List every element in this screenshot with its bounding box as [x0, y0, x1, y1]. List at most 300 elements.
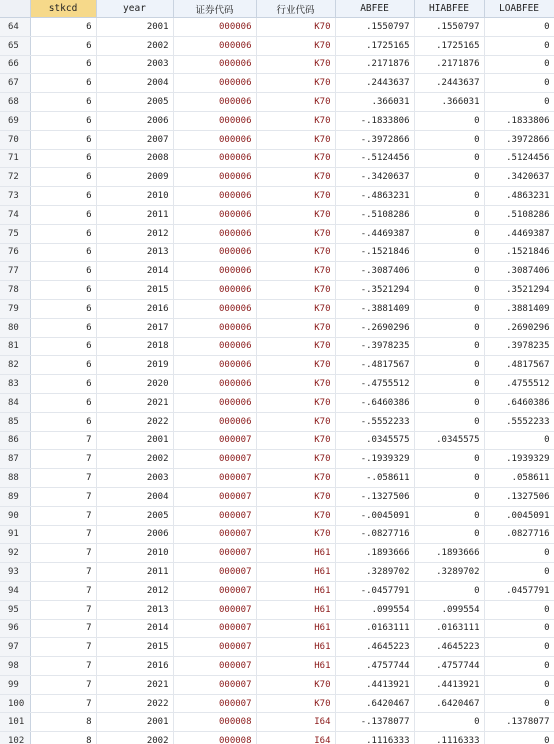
- table-row[interactable]: [0, 168, 554, 187]
- table-row[interactable]: [0, 487, 554, 506]
- cell-industry-code[interactable]: H61: [256, 581, 335, 600]
- cell-security-code[interactable]: 000007: [173, 619, 256, 638]
- table-row[interactable]: [0, 412, 554, 431]
- column-header-year[interactable]: year: [96, 0, 173, 18]
- row-number[interactable]: 80: [0, 318, 30, 337]
- row-number[interactable]: 87: [0, 450, 30, 469]
- cell-hiabfee[interactable]: 0: [414, 337, 484, 356]
- cell-industry-code[interactable]: K70: [256, 149, 335, 168]
- cell-abfee[interactable]: -.1939329: [335, 450, 414, 469]
- cell-year[interactable]: 2010: [96, 544, 173, 563]
- row-number[interactable]: 101: [0, 713, 30, 732]
- cell-security-code[interactable]: 000007: [173, 544, 256, 563]
- cell-security-code[interactable]: 000006: [173, 55, 256, 74]
- cell-stkcd[interactable]: 6: [30, 281, 96, 300]
- cell-industry-code[interactable]: I64: [256, 732, 335, 744]
- row-number[interactable]: 98: [0, 657, 30, 676]
- cell-abfee[interactable]: -.3420637: [335, 168, 414, 187]
- table-row[interactable]: [0, 93, 554, 112]
- cell-abfee[interactable]: .1550797: [335, 18, 414, 37]
- row-number[interactable]: 68: [0, 93, 30, 112]
- cell-industry-code[interactable]: K70: [256, 262, 335, 281]
- cell-stkcd[interactable]: 7: [30, 506, 96, 525]
- row-number[interactable]: 64: [0, 18, 30, 37]
- table-row[interactable]: [0, 74, 554, 93]
- cell-security-code[interactable]: 000006: [173, 187, 256, 206]
- table-row[interactable]: [0, 732, 554, 744]
- cell-loabfee[interactable]: .3978235: [484, 337, 554, 356]
- cell-stkcd[interactable]: 7: [30, 544, 96, 563]
- cell-year[interactable]: 2007: [96, 130, 173, 149]
- cell-loabfee[interactable]: .3420637: [484, 168, 554, 187]
- cell-abfee[interactable]: .4413921: [335, 675, 414, 694]
- row-number[interactable]: 88: [0, 469, 30, 488]
- cell-hiabfee[interactable]: 0: [414, 450, 484, 469]
- cell-industry-code[interactable]: K70: [256, 93, 335, 112]
- cell-year[interactable]: 2021: [96, 675, 173, 694]
- cell-abfee[interactable]: .1116333: [335, 732, 414, 744]
- cell-industry-code[interactable]: H61: [256, 619, 335, 638]
- cell-year[interactable]: 2011: [96, 563, 173, 582]
- cell-hiabfee[interactable]: 0: [414, 205, 484, 224]
- cell-security-code[interactable]: 000006: [173, 18, 256, 37]
- cell-security-code[interactable]: 000007: [173, 675, 256, 694]
- row-number[interactable]: 89: [0, 487, 30, 506]
- cell-year[interactable]: 2004: [96, 487, 173, 506]
- cell-hiabfee[interactable]: 0: [414, 412, 484, 431]
- cell-abfee[interactable]: .6420467: [335, 694, 414, 713]
- cell-security-code[interactable]: 000007: [173, 525, 256, 544]
- cell-hiabfee[interactable]: 0: [414, 224, 484, 243]
- cell-security-code[interactable]: 000007: [173, 657, 256, 676]
- cell-year[interactable]: 2003: [96, 469, 173, 488]
- cell-year[interactable]: 2005: [96, 506, 173, 525]
- cell-stkcd[interactable]: 6: [30, 168, 96, 187]
- cell-industry-code[interactable]: K70: [256, 18, 335, 37]
- table-row[interactable]: [0, 563, 554, 582]
- cell-stkcd[interactable]: 7: [30, 600, 96, 619]
- cell-stkcd[interactable]: 6: [30, 412, 96, 431]
- cell-abfee[interactable]: .0163111: [335, 619, 414, 638]
- cell-industry-code[interactable]: K70: [256, 356, 335, 375]
- row-number[interactable]: 94: [0, 581, 30, 600]
- table-row[interactable]: [0, 506, 554, 525]
- cell-hiabfee[interactable]: 0: [414, 487, 484, 506]
- table-row[interactable]: [0, 149, 554, 168]
- cell-hiabfee[interactable]: 0: [414, 187, 484, 206]
- cell-year[interactable]: 2014: [96, 262, 173, 281]
- row-number[interactable]: 81: [0, 337, 30, 356]
- cell-hiabfee[interactable]: 0: [414, 243, 484, 262]
- cell-stkcd[interactable]: 7: [30, 694, 96, 713]
- cell-loabfee[interactable]: 0: [484, 675, 554, 694]
- cell-industry-code[interactable]: H61: [256, 657, 335, 676]
- cell-year[interactable]: 2016: [96, 299, 173, 318]
- cell-year[interactable]: 2001: [96, 18, 173, 37]
- cell-abfee[interactable]: .3289702: [335, 563, 414, 582]
- cell-hiabfee[interactable]: .1116333: [414, 732, 484, 744]
- cell-industry-code[interactable]: K70: [256, 469, 335, 488]
- table-row[interactable]: [0, 243, 554, 262]
- cell-security-code[interactable]: 000006: [173, 375, 256, 394]
- cell-loabfee[interactable]: .4755512: [484, 375, 554, 394]
- cell-loabfee[interactable]: 0: [484, 36, 554, 55]
- cell-hiabfee[interactable]: .4757744: [414, 657, 484, 676]
- cell-year[interactable]: 2010: [96, 187, 173, 206]
- cell-loabfee[interactable]: .4863231: [484, 187, 554, 206]
- cell-abfee[interactable]: -.4863231: [335, 187, 414, 206]
- cell-year[interactable]: 2022: [96, 694, 173, 713]
- cell-industry-code[interactable]: K70: [256, 55, 335, 74]
- cell-year[interactable]: 2002: [96, 732, 173, 744]
- cell-year[interactable]: 2008: [96, 149, 173, 168]
- cell-loabfee[interactable]: .4817567: [484, 356, 554, 375]
- cell-stkcd[interactable]: 6: [30, 224, 96, 243]
- cell-loabfee[interactable]: .0827716: [484, 525, 554, 544]
- row-number[interactable]: 83: [0, 375, 30, 394]
- cell-abfee[interactable]: -.6460386: [335, 393, 414, 412]
- cell-industry-code[interactable]: K70: [256, 393, 335, 412]
- table-row[interactable]: [0, 525, 554, 544]
- table-row[interactable]: [0, 224, 554, 243]
- cell-industry-code[interactable]: K70: [256, 450, 335, 469]
- cell-loabfee[interactable]: .058611: [484, 469, 554, 488]
- row-number[interactable]: 91: [0, 525, 30, 544]
- cell-year[interactable]: 2014: [96, 619, 173, 638]
- cell-loabfee[interactable]: 0: [484, 55, 554, 74]
- table-row[interactable]: [0, 18, 554, 37]
- table-row[interactable]: [0, 638, 554, 657]
- cell-industry-code[interactable]: H61: [256, 600, 335, 619]
- cell-stkcd[interactable]: 7: [30, 619, 96, 638]
- row-number[interactable]: 69: [0, 111, 30, 130]
- cell-industry-code[interactable]: K70: [256, 281, 335, 300]
- cell-stkcd[interactable]: 6: [30, 393, 96, 412]
- cell-stkcd[interactable]: 6: [30, 18, 96, 37]
- cell-loabfee[interactable]: 0: [484, 74, 554, 93]
- cell-security-code[interactable]: 000006: [173, 130, 256, 149]
- cell-security-code[interactable]: 000006: [173, 299, 256, 318]
- cell-year[interactable]: 2001: [96, 431, 173, 450]
- cell-loabfee[interactable]: .3972866: [484, 130, 554, 149]
- cell-loabfee[interactable]: 0: [484, 600, 554, 619]
- cell-hiabfee[interactable]: .2171876: [414, 55, 484, 74]
- cell-loabfee[interactable]: 0: [484, 694, 554, 713]
- cell-industry-code[interactable]: K70: [256, 506, 335, 525]
- table-row[interactable]: [0, 393, 554, 412]
- cell-hiabfee[interactable]: 0: [414, 281, 484, 300]
- cell-security-code[interactable]: 000007: [173, 469, 256, 488]
- column-header-abfee[interactable]: ABFEE: [335, 0, 414, 18]
- cell-industry-code[interactable]: K70: [256, 74, 335, 93]
- table-row[interactable]: [0, 111, 554, 130]
- cell-industry-code[interactable]: K70: [256, 36, 335, 55]
- table-row[interactable]: [0, 600, 554, 619]
- cell-year[interactable]: 2013: [96, 243, 173, 262]
- cell-industry-code[interactable]: K70: [256, 168, 335, 187]
- cell-year[interactable]: 2002: [96, 450, 173, 469]
- cell-stkcd[interactable]: 7: [30, 581, 96, 600]
- cell-loabfee[interactable]: .6460386: [484, 393, 554, 412]
- cell-industry-code[interactable]: H61: [256, 638, 335, 657]
- cell-loabfee[interactable]: .3881409: [484, 299, 554, 318]
- cell-stkcd[interactable]: 7: [30, 563, 96, 582]
- row-number[interactable]: 100: [0, 694, 30, 713]
- cell-security-code[interactable]: 000007: [173, 563, 256, 582]
- cell-abfee[interactable]: -.1521846: [335, 243, 414, 262]
- cell-year[interactable]: 2022: [96, 412, 173, 431]
- cell-abfee[interactable]: -.5552233: [335, 412, 414, 431]
- cell-security-code[interactable]: 000006: [173, 93, 256, 112]
- cell-stkcd[interactable]: 6: [30, 111, 96, 130]
- cell-abfee[interactable]: -.1378077: [335, 713, 414, 732]
- cell-abfee[interactable]: .366031: [335, 93, 414, 112]
- row-number[interactable]: 97: [0, 638, 30, 657]
- cell-industry-code[interactable]: H61: [256, 544, 335, 563]
- cell-stkcd[interactable]: 7: [30, 675, 96, 694]
- row-number[interactable]: 67: [0, 74, 30, 93]
- cell-stkcd[interactable]: 6: [30, 55, 96, 74]
- row-number[interactable]: 76: [0, 243, 30, 262]
- cell-industry-code[interactable]: K70: [256, 111, 335, 130]
- cell-year[interactable]: 2015: [96, 281, 173, 300]
- cell-stkcd[interactable]: 6: [30, 299, 96, 318]
- table-row[interactable]: [0, 36, 554, 55]
- table-row[interactable]: [0, 431, 554, 450]
- row-number[interactable]: 95: [0, 600, 30, 619]
- cell-year[interactable]: 2006: [96, 525, 173, 544]
- table-row[interactable]: [0, 713, 554, 732]
- row-number[interactable]: 96: [0, 619, 30, 638]
- cell-abfee[interactable]: -.4755512: [335, 375, 414, 394]
- cell-loabfee[interactable]: 0: [484, 732, 554, 744]
- cell-abfee[interactable]: -.3521294: [335, 281, 414, 300]
- cell-security-code[interactable]: 000006: [173, 149, 256, 168]
- cell-loabfee[interactable]: 0: [484, 544, 554, 563]
- row-number[interactable]: 93: [0, 563, 30, 582]
- cell-year[interactable]: 2006: [96, 111, 173, 130]
- cell-industry-code[interactable]: K70: [256, 299, 335, 318]
- cell-industry-code[interactable]: K70: [256, 243, 335, 262]
- table-row[interactable]: [0, 675, 554, 694]
- cell-stkcd[interactable]: 6: [30, 149, 96, 168]
- cell-security-code[interactable]: 000007: [173, 581, 256, 600]
- table-row[interactable]: [0, 657, 554, 676]
- cell-year[interactable]: 2017: [96, 318, 173, 337]
- cell-loabfee[interactable]: .5108286: [484, 205, 554, 224]
- table-row[interactable]: [0, 187, 554, 206]
- table-row[interactable]: [0, 375, 554, 394]
- cell-industry-code[interactable]: K70: [256, 525, 335, 544]
- cell-year[interactable]: 2013: [96, 600, 173, 619]
- cell-hiabfee[interactable]: 0: [414, 168, 484, 187]
- cell-loabfee[interactable]: .4469387: [484, 224, 554, 243]
- cell-hiabfee[interactable]: 0: [414, 393, 484, 412]
- row-number[interactable]: 82: [0, 356, 30, 375]
- cell-loabfee[interactable]: 0: [484, 18, 554, 37]
- cell-hiabfee[interactable]: 0: [414, 469, 484, 488]
- row-number[interactable]: 102: [0, 732, 30, 744]
- cell-hiabfee[interactable]: .1550797: [414, 18, 484, 37]
- cell-loabfee[interactable]: 0: [484, 431, 554, 450]
- cell-abfee[interactable]: -.1327506: [335, 487, 414, 506]
- cell-hiabfee[interactable]: .6420467: [414, 694, 484, 713]
- row-number[interactable]: 70: [0, 130, 30, 149]
- cell-year[interactable]: 2020: [96, 375, 173, 394]
- cell-year[interactable]: 2004: [96, 74, 173, 93]
- cell-security-code[interactable]: 000006: [173, 74, 256, 93]
- cell-hiabfee[interactable]: 0: [414, 318, 484, 337]
- cell-stkcd[interactable]: 7: [30, 487, 96, 506]
- cell-abfee[interactable]: .4645223: [335, 638, 414, 657]
- cell-security-code[interactable]: 000007: [173, 506, 256, 525]
- table-row[interactable]: [0, 281, 554, 300]
- cell-year[interactable]: 2001: [96, 713, 173, 732]
- row-number[interactable]: 84: [0, 393, 30, 412]
- cell-year[interactable]: 2019: [96, 356, 173, 375]
- row-number[interactable]: 78: [0, 281, 30, 300]
- cell-security-code[interactable]: 000006: [173, 356, 256, 375]
- cell-stkcd[interactable]: 7: [30, 525, 96, 544]
- cell-security-code[interactable]: 000006: [173, 168, 256, 187]
- cell-abfee[interactable]: -.3881409: [335, 299, 414, 318]
- cell-stkcd[interactable]: 8: [30, 732, 96, 744]
- cell-security-code[interactable]: 000006: [173, 224, 256, 243]
- table-row[interactable]: [0, 262, 554, 281]
- cell-hiabfee[interactable]: .1893666: [414, 544, 484, 563]
- cell-industry-code[interactable]: K70: [256, 431, 335, 450]
- table-row[interactable]: [0, 318, 554, 337]
- cell-abfee[interactable]: .0345575: [335, 431, 414, 450]
- cell-hiabfee[interactable]: .3289702: [414, 563, 484, 582]
- cell-security-code[interactable]: 000006: [173, 262, 256, 281]
- table-row[interactable]: [0, 130, 554, 149]
- cell-stkcd[interactable]: 7: [30, 657, 96, 676]
- row-number[interactable]: 77: [0, 262, 30, 281]
- cell-stkcd[interactable]: 6: [30, 130, 96, 149]
- cell-security-code[interactable]: 000008: [173, 713, 256, 732]
- cell-abfee[interactable]: .4757744: [335, 657, 414, 676]
- cell-loabfee[interactable]: 0: [484, 563, 554, 582]
- row-number[interactable]: 99: [0, 675, 30, 694]
- cell-hiabfee[interactable]: .4645223: [414, 638, 484, 657]
- cell-stkcd[interactable]: 6: [30, 187, 96, 206]
- cell-security-code[interactable]: 000006: [173, 393, 256, 412]
- cell-year[interactable]: 2009: [96, 168, 173, 187]
- table-row[interactable]: [0, 544, 554, 563]
- cell-loabfee[interactable]: 0: [484, 93, 554, 112]
- cell-stkcd[interactable]: 7: [30, 450, 96, 469]
- cell-year[interactable]: 2002: [96, 36, 173, 55]
- cell-hiabfee[interactable]: .0345575: [414, 431, 484, 450]
- cell-stkcd[interactable]: 6: [30, 36, 96, 55]
- cell-hiabfee[interactable]: .2443637: [414, 74, 484, 93]
- cell-abfee[interactable]: .099554: [335, 600, 414, 619]
- cell-hiabfee[interactable]: .1725165: [414, 36, 484, 55]
- cell-security-code[interactable]: 000007: [173, 600, 256, 619]
- cell-stkcd[interactable]: 6: [30, 74, 96, 93]
- cell-industry-code[interactable]: K70: [256, 675, 335, 694]
- table-row[interactable]: [0, 55, 554, 74]
- cell-abfee[interactable]: -.0045091: [335, 506, 414, 525]
- cell-year[interactable]: 2011: [96, 205, 173, 224]
- cell-loabfee[interactable]: .5552233: [484, 412, 554, 431]
- cell-abfee[interactable]: .1893666: [335, 544, 414, 563]
- row-number[interactable]: 90: [0, 506, 30, 525]
- column-header-security-code[interactable]: 证券代码: [173, 0, 256, 18]
- cell-abfee[interactable]: -.4817567: [335, 356, 414, 375]
- cell-stkcd[interactable]: 7: [30, 431, 96, 450]
- cell-industry-code[interactable]: K70: [256, 337, 335, 356]
- column-header-loabfee[interactable]: LOABFEE: [484, 0, 554, 18]
- cell-industry-code[interactable]: K70: [256, 487, 335, 506]
- cell-abfee[interactable]: .2443637: [335, 74, 414, 93]
- cell-stkcd[interactable]: 6: [30, 356, 96, 375]
- cell-industry-code[interactable]: K70: [256, 375, 335, 394]
- cell-security-code[interactable]: 000006: [173, 318, 256, 337]
- cell-hiabfee[interactable]: 0: [414, 506, 484, 525]
- cell-stkcd[interactable]: 6: [30, 205, 96, 224]
- table-row[interactable]: [0, 337, 554, 356]
- cell-loabfee[interactable]: .1833806: [484, 111, 554, 130]
- cell-stkcd[interactable]: 6: [30, 243, 96, 262]
- cell-hiabfee[interactable]: 0: [414, 111, 484, 130]
- cell-year[interactable]: 2015: [96, 638, 173, 657]
- cell-security-code[interactable]: 000007: [173, 487, 256, 506]
- table-row[interactable]: [0, 581, 554, 600]
- cell-year[interactable]: 2012: [96, 224, 173, 243]
- cell-security-code[interactable]: 000006: [173, 243, 256, 262]
- cell-security-code[interactable]: 000007: [173, 638, 256, 657]
- cell-industry-code[interactable]: K70: [256, 412, 335, 431]
- cell-loabfee[interactable]: .1378077: [484, 713, 554, 732]
- cell-loabfee[interactable]: .5124456: [484, 149, 554, 168]
- cell-abfee[interactable]: -.3087406: [335, 262, 414, 281]
- cell-security-code[interactable]: 000007: [173, 431, 256, 450]
- cell-industry-code[interactable]: K70: [256, 130, 335, 149]
- cell-stkcd[interactable]: 6: [30, 318, 96, 337]
- cell-loabfee[interactable]: .1939329: [484, 450, 554, 469]
- cell-loabfee[interactable]: 0: [484, 638, 554, 657]
- cell-loabfee[interactable]: .1327506: [484, 487, 554, 506]
- cell-industry-code[interactable]: K70: [256, 187, 335, 206]
- cell-year[interactable]: 2016: [96, 657, 173, 676]
- cell-hiabfee[interactable]: 0: [414, 581, 484, 600]
- cell-loabfee[interactable]: .2690296: [484, 318, 554, 337]
- cell-loabfee[interactable]: .0457791: [484, 581, 554, 600]
- row-number[interactable]: 85: [0, 412, 30, 431]
- cell-hiabfee[interactable]: 0: [414, 299, 484, 318]
- row-number[interactable]: 65: [0, 36, 30, 55]
- cell-security-code[interactable]: 000007: [173, 694, 256, 713]
- cell-loabfee[interactable]: .0045091: [484, 506, 554, 525]
- cell-stkcd[interactable]: 7: [30, 469, 96, 488]
- row-number[interactable]: 79: [0, 299, 30, 318]
- cell-hiabfee[interactable]: 0: [414, 149, 484, 168]
- cell-abfee[interactable]: -.0827716: [335, 525, 414, 544]
- table-row[interactable]: [0, 694, 554, 713]
- row-number[interactable]: 74: [0, 205, 30, 224]
- cell-hiabfee[interactable]: .0163111: [414, 619, 484, 638]
- row-number[interactable]: 71: [0, 149, 30, 168]
- cell-year[interactable]: 2021: [96, 393, 173, 412]
- cell-industry-code[interactable]: K70: [256, 224, 335, 243]
- cell-industry-code[interactable]: K70: [256, 205, 335, 224]
- cell-security-code[interactable]: 000006: [173, 337, 256, 356]
- cell-loabfee[interactable]: 0: [484, 657, 554, 676]
- cell-industry-code[interactable]: K70: [256, 318, 335, 337]
- cell-year[interactable]: 2018: [96, 337, 173, 356]
